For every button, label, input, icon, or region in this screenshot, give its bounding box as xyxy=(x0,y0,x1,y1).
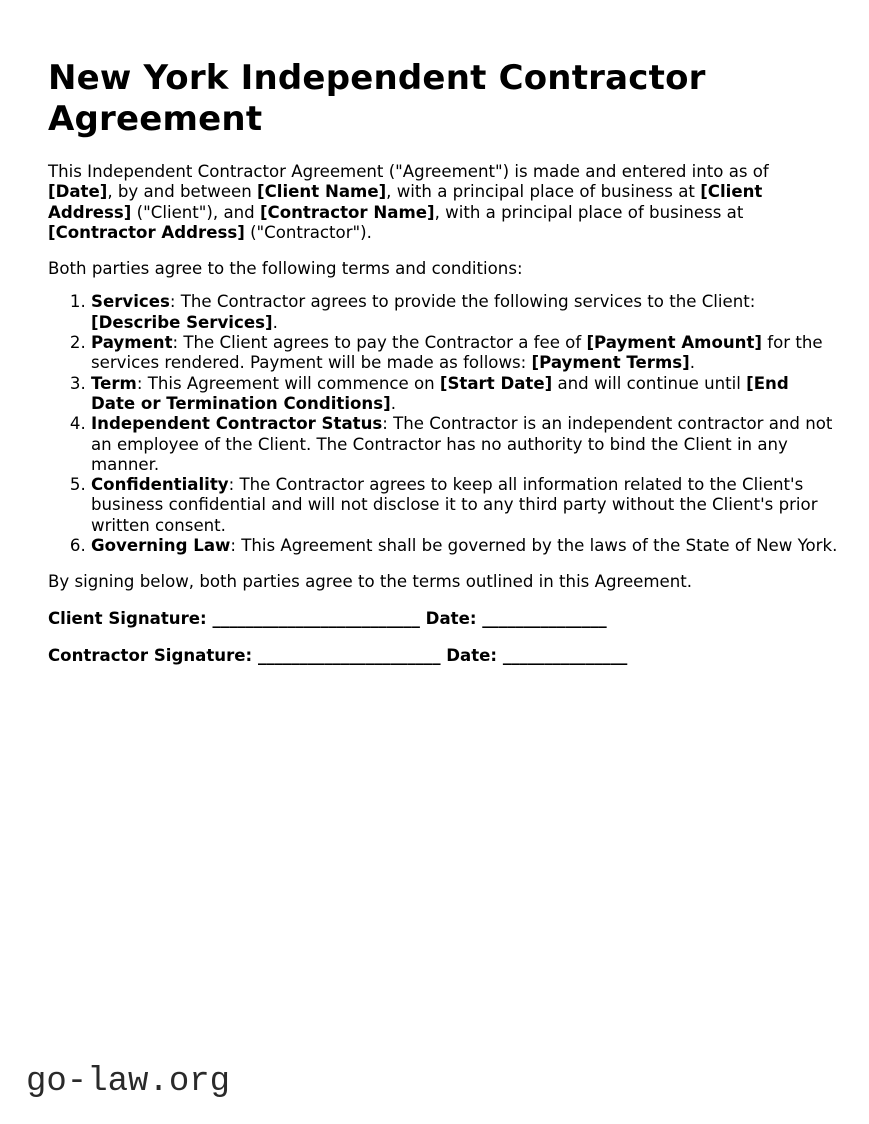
term-text: . xyxy=(689,353,696,373)
contractor-date-label: Date: xyxy=(440,645,503,665)
intro-text: , with a principal place of business at xyxy=(386,182,701,202)
client-signature-row xyxy=(48,609,838,629)
start-date-field: [Start Date] xyxy=(439,373,553,393)
term-text: : The Contractor is an independent contractor and not an employee of the Client. The Contractor has no authority to bind the Client in any manner. xyxy=(91,414,833,474)
date-field: [Date] xyxy=(48,182,108,202)
contractor-signature-label: Contractor Signature: xyxy=(48,645,258,665)
intro-text: , by and between xyxy=(107,182,258,202)
contractor-name-field: [Contractor Name] xyxy=(259,202,435,222)
client-signature-label: Client Signature: xyxy=(48,608,213,628)
term-text: : The Contractor agrees to keep all information related to the Client's business confidential and will not disclose it to any third party without the Client's prior written consent. xyxy=(91,475,818,535)
term-item-payment xyxy=(91,333,838,374)
term-item-services xyxy=(91,292,838,333)
intro-text: This Independent Contractor Agreement ("Agreement") is made and entered into as of xyxy=(48,162,769,181)
intro-paragraph xyxy=(48,162,838,243)
term-text: . xyxy=(390,393,396,413)
terms-list xyxy=(48,292,838,556)
term-heading: Payment xyxy=(91,333,173,353)
intro-text: , with a principal place of business at xyxy=(434,202,744,222)
terms-lead-in: Both parties agree to the following terms and conditions: xyxy=(48,259,523,279)
document-title: New York Independent Contractor Agreement xyxy=(48,58,706,139)
client-address-field: [Client Address] xyxy=(48,182,763,222)
term-item-confidentiality xyxy=(91,475,838,536)
end-date-field: [End Date or Termination Conditions] xyxy=(91,373,789,413)
watermark-logo: go-law.org xyxy=(26,1063,231,1101)
intro-text: ("Contractor"). xyxy=(244,222,372,242)
term-text: : The Client agrees to pay the Contractor a fee of xyxy=(172,333,587,353)
contractor-address-field: [Contractor Address] xyxy=(48,222,245,242)
client-name-field: [Client Name] xyxy=(257,182,387,202)
term-item-governing-law xyxy=(91,536,838,556)
client-signature-field[interactable]: _________________________ xyxy=(212,608,420,628)
term-heading: Independent Contractor Status xyxy=(91,414,383,434)
document-page xyxy=(48,58,838,683)
term-text: : This Agreement will commence on xyxy=(136,373,440,393)
contractor-signature-field[interactable]: ______________________ xyxy=(257,645,441,665)
term-heading: Governing Law xyxy=(91,536,231,556)
term-heading: Services xyxy=(91,292,170,312)
closing-paragraph: By signing below, both parties agree to the terms outlined in this Agreement. xyxy=(48,572,693,592)
describe-services-field: [Describe Services] xyxy=(91,312,273,332)
term-text: . xyxy=(272,312,278,332)
client-date-label: Date: xyxy=(419,608,483,628)
term-text: : This Agreement shall be governed by the laws of the State of New York. xyxy=(230,536,838,556)
term-text: : The Contractor agrees to provide the following services to the Client: xyxy=(169,292,756,312)
payment-terms-field: [Payment Terms] xyxy=(531,353,690,373)
intro-text: ("Client"), and xyxy=(131,202,260,222)
term-text: and will continue until xyxy=(552,373,747,393)
term-item-contractor-status xyxy=(91,414,838,475)
contractor-signature-row xyxy=(48,646,838,666)
payment-amount-field: [Payment Amount] xyxy=(586,333,762,353)
contractor-date-field[interactable]: _______________ xyxy=(502,645,628,665)
term-text: for the services rendered. Payment will be made as follows: xyxy=(91,333,823,373)
term-heading: Confidentiality xyxy=(91,475,229,495)
term-item-term xyxy=(91,374,838,415)
client-date-field[interactable]: _______________ xyxy=(482,608,607,628)
term-heading: Term xyxy=(91,373,137,393)
